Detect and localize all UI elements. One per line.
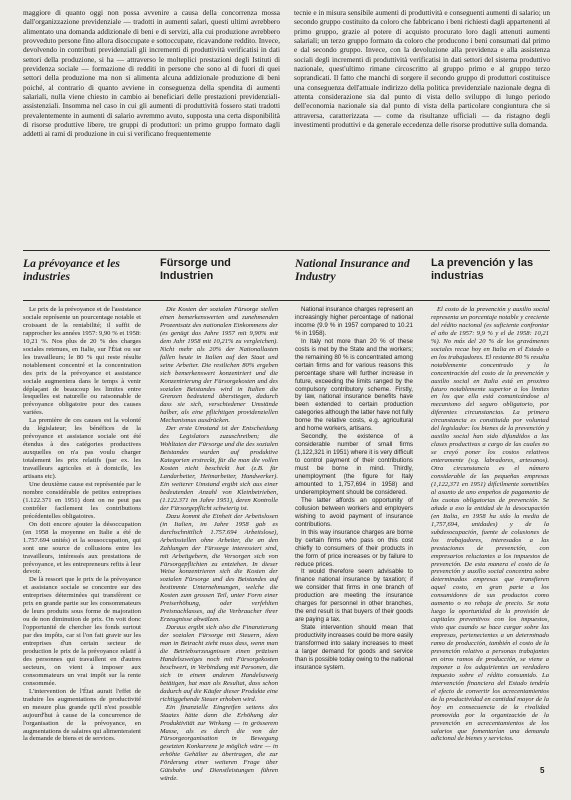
paragraph: Le prix de la prévoyance et de l'assistance sociale représente un pourcentage notable et croissant de la rentabilité; il suffit de rapprocher les années 1957: 9,90 % et 1958: 10,21 %. Nos plus de 20 % des charges sociales retenues, en Italie, sur l'État ou sur les travailleurs; le 80 % qui reste résulte notablement concentré et la concentration des prix de la prévoyance et assistance sociale augmentera dans le temps à venir déplaçant de beaucoup les limites entre lesquelles est naturelle ou raisonnable de prévoyance obligatoire pour des causes variées. [23, 306, 141, 417]
column-spanish [431, 306, 549, 766]
heading-french: La prévoyance et les industries [23, 257, 120, 283]
column-german [160, 306, 278, 783]
paragraph: In this way insurance charges are borne by certain firms who pass on this cost chiefly to consumers of their products in the form of price increases or by failure to reduce prices. [295, 528, 413, 568]
paragraph: On doit encore ajouter la désoccupation (en 1958 la moyenne en Italie a été de 1.757.694 unités) et la sousoccupation, qui sont une source de collusions entre les travailleurs, intéressés aux prestations de prévoyance, et les entrepreneurs refits à leur devoir. [23, 520, 141, 576]
paragraph: Der erste Umstand ist der Entscheidung des Legislators zuzuschreiben; die Wohltaten der Fürsorge und die des sozialen Beistandes wurden auf produktive Kategorien erstreckt, für die man die vollen Kosten nicht beschickt hat (z.B. für Landarbeiter, Heimarbeiter, Handwerker). Ein weiterer Umstand ergibt sich aus einer bedeutenden Anzahl von Kleinbetrieben, (1.122.371 im Jahre 1951), deren Kontrolle der Fürsorgepflicht schwierig ist. [160, 425, 278, 512]
page-number: 5 [540, 766, 545, 775]
paragraph: Dazu kommt die Einheit der Arbeitslosen (in Italien, im Jahre 1958 gab es durchschnittlich 1.757.694 Arbeitslose), Arbeitsstellen ohne Arbeiter, die an den Zahlungen der Fürsorge interessiert sind, mit Arbeitgebern, die Versorgen sich von Fürsorgepflichten zu entziehen. In dieser Weise konzentrieren sich die Kosten der sozialen Fürsorge und des Beistandes auf bestimmte Unternehmungen, welche die Kosten zum grossen Teil, unter Form einer Preiserhöhung, oder verfehlten Preisnachlasses, auf die Verbraucher ihrer Erzeugnisse abwälzen. [160, 512, 278, 624]
column-english [295, 306, 413, 766]
heading-english: National Insurance and Industry [295, 257, 410, 283]
section-divider-top [23, 250, 550, 251]
intro-text-left: maggiore di quanto oggi non possa avvenire a causa della concorrenza mossa dall'organizzazione previdenziale — tradotti in aumenti salari, questi ultimi avrebbero alimentato una domanda addizionale di beni e di servizi, alla cui produzione avrebbero provveduto persone fino allora disoccupate e sottoccupate, ricavandone reddito. Invece, devolvendo in contributi previdenziali gli incrementi di produttività verificatisi in dati settori della produzione, si ha — attraverso le molteplici prestazioni degli Istituti di previdenza sociale — formazione di redditi in persone che sono al di fuori di quei settori della produzione ma non si alimenta alcuna addizionale produzione di beni poiché, al contrario di quanto avviene in conseguenza della spendita di aumenti salariali, nulla viene chiesto in cambio ai beneficiari delle prestazioni previdenziali-assistenziali. Insomma nel caso in cui gli aumenti di produttività fossero stati tradotti prevalentemente in aumenti di salario avremmo avuto, supposta una certa disponibilità di risorse produttive libere, tre gruppi di produttori: un primo gruppo formato dagli addetti ai rami di produzione in cui si verificano frequentemente [23, 8, 280, 139]
paragraph: It would therefore seem advisable to finance national insurance by taxation; if we consider that firms in one branch of production are meeting the insurance charges for personnel in other branches, the end result is that buyers of their goods are paying a tax. [295, 568, 413, 624]
paragraph: National insurance charges represent an increasingly higher percentage of national income (9.9 % in 1957 compared to 10.21 % in 1958). [295, 306, 413, 337]
column-french [23, 306, 141, 766]
paragraph: El costo de la prevención y auxilio social representa un porcentaje notable y creciente del rédito nacional (es suficiente confrontar el año de 1957: 9,9 % y el de 1958: 10,21 %). No más del 20 % de los gravámenes sociales recae hoy en Italia en el Estado o en los trabajadores. El restante 80 % resulta notablemente concentrado y la concentración del costo de la prevención y auxilio social en Italia está en proximo futuro notablemente superior a los limites en los que ella está comunicándose al mecanismo del seguro obligatorio, por diferentes circunstancias. La primera circunstancia es constituida por voluntad del legislador: los bienes de la prevención y auxilio social han sido difundidos a las clases productivas a cargo de las cuales no se creyó poner los costos relativos enteramente (v.g. labradores, artesanos). Otra circunstancia es el número considerable de las pequeñas empresas (1,122,371 en 1951) difícilmente sometibles al asunto de uno empeños de pagamento de las cuotas obligatorias de prevención. Se añade a eso la entidad de la desocupación (en Italia, en 1958 ha sido la media de 1,757,694, unidades) y de la subdesocupación, fuente de colusiones de los trabajadores, interesados a las prestaciones de prevención, con empresarios reluctantes a los impuestos de prevención. De esta manera el costo de la prevención y auxilio social concentra sobre determinadas empresas que transfieren aquel costo, en gran parte a los consumidores de sus productos como aumento o no rebaja de precio. Se nota luego la oportunidad de la provisión de capitales preventivos con los impuestos, visto que cuando se hace cargar sobre las empresas, pertenecientes a un determinado ramo de producción, también el costo de la prevención relativo a personas trabajantes en otros ramos de producción, se viene a imponer a los adquirientes un verdadero impuesto sobre el rédito consumido. La intervención financiera del Estado tendría el efecto de convertir los acrecentamientos de la productividad en cantidad mayor de la hoy en consecuencia de la rivalidad promovida por la organización de la prevención en acrecentamientos de los salarios que fomentarían una demanda adicional de bienes y servicios. [431, 306, 549, 743]
paragraph: Ein finanzielle Eingreifen seitens des Staates hätte dann die Erhöhung der Produktivität zur Wirkung — in grösserem Masse, als es durch die von der Fürsorgeorganisation in Bewegung gesetzten Konkurrenz je möglich wäre — in erhöhte Gehälter zu übertragen, die zur Förderung einer weiteren Frage über Gütsbahn und Dienstleistungen führen würde. [160, 703, 278, 783]
section-divider-heading [23, 300, 550, 301]
paragraph: La première de ces causes est la volonté du législateur; les bénéfices de la prévoyance et assistance sociale ont été étendus à des catégories productives auxquelles on n'a pas voulu charger totalement les prix relatifs (par ex. les travailleurs agricoles et à domicile, les artisans etc). [23, 417, 141, 481]
paragraph: Une deuxième cause est représentée par le nombre considérable de petites entreprises (1.122.371 en 1951) dont on ne peut pas contrôler facilement les contributions précédentelles obligatoires. [23, 480, 141, 520]
paragraph: Daraus ergibt sich also die Finanzierung der sozialen Fürsorge mit Steuern, idem man in Betracht zieht muss dass, wenn man die Betriebserzeugnissen einen präzisen Handelszweiges noch mit Fürsorgekosten beschwert, in Verbindung mit Personen, die sich in einem anderen Handelszweig betätigen, hat man als Resultat, dass schon dadurch auf die Käufer dieser Produkte eine richtiggehende Steuer erhoben wird. [160, 624, 278, 703]
paragraph: De là ressort que le prix de la prévoyance et assistance sociale se concentre sur des entreprises déterminées qui transfèrent ce prix en grande partie sur les consommateurs de leurs produits sous forme de majoration ou de non diminution de prix. On voit donc l'opportunité de chercher les fonds surtout par des impôts, car si l'on fait gravir sur les entreprises d'un certain secteur de production le prix de la prévoyance relatif à des personnes qui travaillent en d'autres secteurs, on vient à imposer aux consommateurs un vrai impôt sur la rente consommée. [23, 576, 141, 687]
paragraph: Die Kosten der sozialen Fürsorge stellen einen bemerkenswerten und zunehmenden Prozentsatz des nationalen Einkommens der (es genügt das Jahre 1957 mit 9,90% mit dem Jahr 1958 mit 10,21% zu vergleichen). Nicht mehr als 20% der Nationallasten fallen heute in Italien auf den Staat und seine Arbeiter. Die restlichen 80% ergeben sich bemerkenswert konzentriert und die Konzentrierung der Fürsorgekosten und des sozialen Beistandes wird in Italien die Grenzen bedeutend überstiegen, dadurch dass sie sich, verschiedener Umstände halber, als eine pflichtigen providenziellen Mechanismus ausdrücken. [160, 306, 278, 425]
heading-german: Fürsorge und Industrien [160, 257, 231, 282]
heading-spanish: La prevención y las industrias [431, 257, 534, 282]
paragraph: State intervention should mean that productivity increases could be more easily transformed into salary increases to meet a larger demand for goods and service than is possible today owing to the national insurance system. [295, 624, 413, 671]
paragraph: Secondly, the existence of a considerable number of small firms (1,122,321 in 1951) where it is very difficult to control payment of their contributions must be borne in mind. Thirdly, unemployment (the figure for Italy amounted to 1,757,694 in 1958) and underemployment should be considered. [295, 433, 413, 496]
paragraph: The latter affords an opportunity of collusion between workers and employers wishing to avoid payment of insurance contributions. [295, 496, 413, 528]
paragraph: In Italy not more than 20 % of these costs is met by the State and the workers; the remaining 80 % is concentrated among certain firms and for various reasons this percentage share will further increase in future, exceeding the limits ranged by the compulsory contributory scheme. Firstly, by law, national insurance benefits have been extended to certain production categories although the latter have not fully borne the relative costs, e.g. agricultural and home workers, artisans. [295, 337, 413, 433]
paragraph: L'intervention de l'État aurait l'effet de traduire les augmentations de productivité en mesure plus grande qu'il n'est possible aujourd'hui à cause de la concurrence de l'organisation de la prévoyance, en augmentations de salaires qui alimenteraient la demande de biens et de services. [23, 687, 141, 743]
intro-text-right: tecnie e in misura sensibile aumenti di produttività e conseguenti aumenti di salario; un secondo gruppo costituito da coloro che fabbricano i beni richiesti dagli appartenenti al primo gruppo, grazie al potere di acquisto procurato loro dagli attenuti aumenti salariali; un terzo gruppo formato da coloro che producono i beni consumati dal primo e dal secondo gruppo. Invece, con la devoluzione alla previdenza e alla assistenza sociali degli incrementi di produttività verificatisi in dati settori del sistema produttivo nazionale, quest'ultimo rimane circoscritto al gruppo primo e al gruppo terzo soprandicati. Il fatto che manchi di sorgere il secondo gruppo di produttori costituisce una conseguenza dell'attuale indirizzo della politica previdenziale nazionale degna di attenta considerazione sia dal punto di vista dello sviluppo di lungo periodo dell'economia nazionale sia dal punto di vista della particolare congiuntura che si attraversa, caratterizzata — come da risultanze ufficiali — da ristagno degli investimenti produttivi e da generale eccedenza delle risorse produttive sulla domanda. [294, 8, 550, 130]
